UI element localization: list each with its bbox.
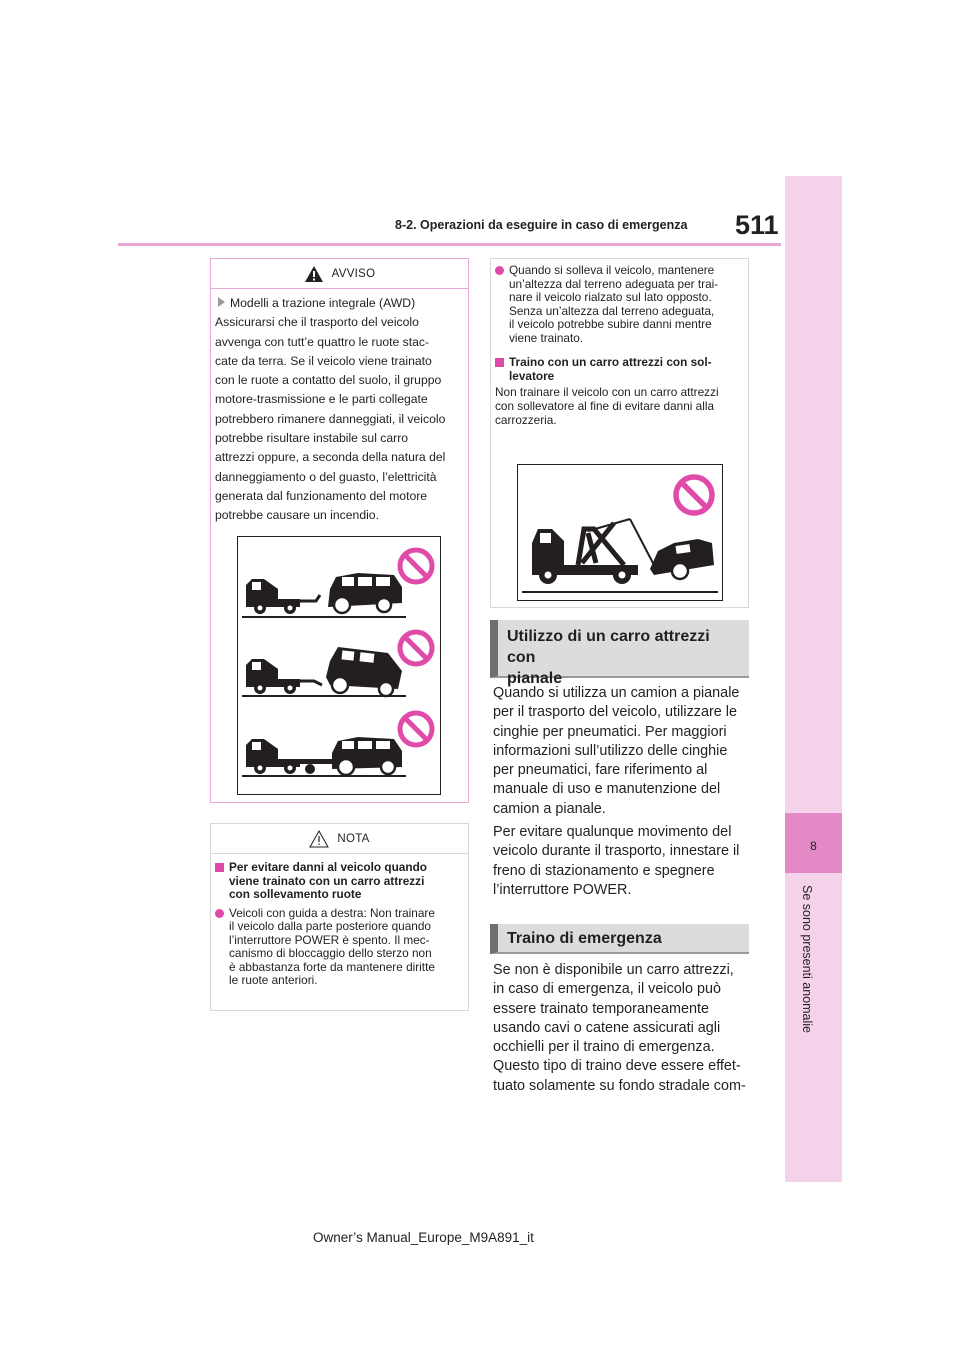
warning-line: danneggiamento o del guasto, l’elettricità [215,469,437,484]
warning-continued-body [491,259,748,427]
sling-tow-prohibited-figure [517,464,723,601]
sling-tow-illustration [518,465,722,600]
square-bullet-icon [495,358,504,367]
wheel-lift-text: Non trainare il veicolo con un carro attrezzi con sollevatore al fine di evitare danni alla carrozzeria. [495,385,719,427]
note-label: NOTA [337,832,370,845]
chapter-number: 8 [810,839,817,853]
continued-bullet: Quando si solleva il veicolo, mantenere un’altezza dal terreno adeguata per trai- nare il veicolo rialzato sul lato opposto. Senza un’altezza dal terreno adeguata, il veicolo potrebbe subire danni mentre viene trainato. [495,264,740,345]
tow-scene-1 [242,550,432,617]
warning-line: potrebbe risultare instabile sul carro [215,431,409,446]
chapter-label-text: Se sono presenti anomalie [800,885,814,1034]
warning-line: potrebbe causare un incendio. [215,508,379,523]
triangle-bullet-icon [218,297,225,307]
caution-triangle-icon [309,830,329,848]
warning-line: generata dal funzionamento del motore [215,488,428,503]
warning-line: Assicurarsi che il trasporto del veicolo [215,315,419,330]
note-bullet: Veicoli con guida a destra: Non trainare il veicolo dalla parte posteriore quando l’interruttore POWER è spento. Il mec- canismo di bloccaggio dello sterzo non è abbastanza forte da mantenere diritte le ruote anteriori. [215,907,459,988]
note-body [211,854,468,988]
section-heading-emergency: Traino di emergenza [490,924,749,954]
warning-line: Modelli a trazione integrale (AWD) [215,294,462,313]
towing-prohibited-illustration [238,537,440,794]
warning-text [211,289,468,526]
footer-text: Owner’s Manual_Europe_M9A891_it [313,1230,534,1245]
tow-scene-3 [242,713,432,776]
warning-line: motore-trasmissione e le parti collegate [215,392,428,407]
warning-line: cate da terra. Se il veicolo viene trainato [215,353,432,368]
towing-prohibited-figure [237,536,441,795]
warning-header [211,259,468,289]
round-bullet-icon [495,266,504,275]
warning-triangle-icon [304,265,324,283]
warning-line: attrezzi oppure, a seconda della natura del [215,450,446,465]
warning-label: AVVISO [331,267,376,280]
note-box [210,823,469,1011]
warning-line: con le ruote a contatto del suolo, il gruppo [215,373,442,388]
round-bullet-icon [215,909,224,918]
section-title: 8-2. Operazioni da eseguire in caso di emergenza [395,218,688,232]
flatbed-paragraph-2: Per evitare qualunque movimento del veicolo durante il trasporto, innestare il freno di stazionamento e spegnere l’interruttore POWER. [493,824,740,898]
header-rule [118,243,781,246]
emergency-paragraph: Se non è disponibile un carro attrezzi, in caso di emergenza, il veicolo può essere trainato temporaneamente usando cavi o catene assicurati agli occhielli per il traino di emergenza. Questo tipo di traino deve essere effet- tuato solamente su fondo stradale com- [493,962,746,1094]
flatbed-paragraph: Quando si utilizza un camion a pianale per il trasporto del veicolo, utilizzare le cinghie per pneumatici. Per maggiori informazioni sull’utilizzo delle cinghie per pneumatici, fare riferimento al manuale di uso e manutenzione del camion a pianale. [493,685,740,817]
square-bullet-icon [215,863,224,872]
page-number: 511 [735,210,779,240]
note-heading: Per evitare danni al veicolo quando viene trainato con un carro attrezzi con sollevamento ruote [215,861,459,902]
wheel-lift-heading: Traino con un carro attrezzi con sol- levatore [495,356,740,383]
chapter-label [800,885,832,1045]
warning-line: potrebbero rimanere danneggiati, il veicolo [215,411,446,426]
section-heading-flatbed: Utilizzo di un carro attrezzi con pianale [490,620,749,678]
tow-scene-2 [242,632,432,696]
chapter-tab [785,813,842,873]
warning-line: avvenga con tutt’e quattro le ruote stac- [215,334,430,349]
note-header [211,824,468,854]
